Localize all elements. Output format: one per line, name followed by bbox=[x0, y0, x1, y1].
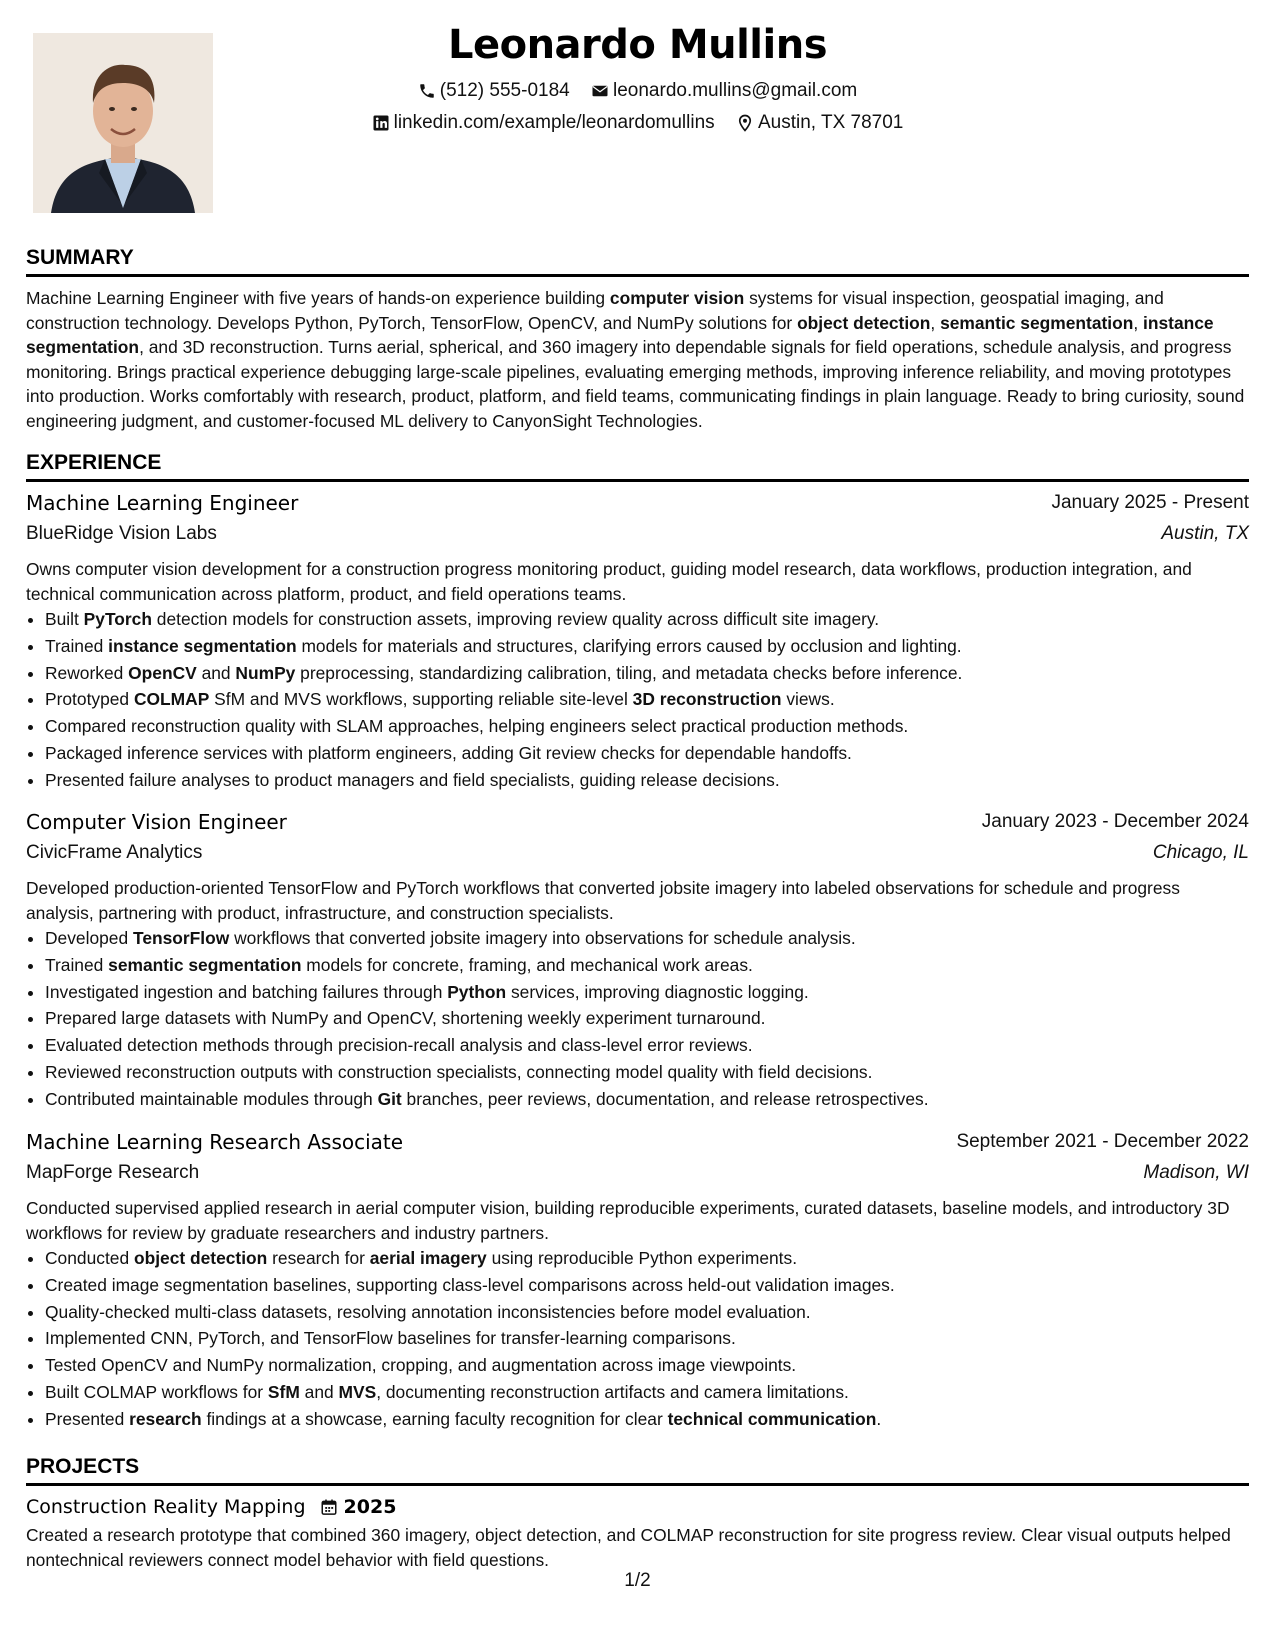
bold-keyword: OpenCV bbox=[128, 662, 197, 683]
linkedin-icon bbox=[372, 114, 390, 132]
bullet-item: • Reworked OpenCV and NumPy preprocessing, standardizing calibration, tiling, and metadata checks before inference. bbox=[45, 660, 1249, 687]
bold-keyword: technical communication bbox=[667, 1408, 877, 1429]
candidate-name: Leonardo Mullins bbox=[447, 22, 828, 68]
bullet-item: • Evaluated detection methods through precision-recall analysis and class-level error reviews. bbox=[45, 1032, 1249, 1059]
bold-keyword: semantic segmentation bbox=[108, 954, 302, 975]
job-bullets bbox=[26, 606, 1249, 794]
job-description: Conducted supervised applied research in aerial computer vision, building reproducible experiments, curated datasets, baseline models, and introductory 3D workflows for review by graduate researchers and industry partners. bbox=[26, 1198, 1230, 1243]
summary-heading: SUMMARY bbox=[26, 246, 1249, 277]
contact-line-1 bbox=[0, 80, 1275, 106]
bold-keyword: instance segmentation bbox=[26, 312, 1214, 358]
job-dates: January 2023 - December 2024 bbox=[981, 811, 1249, 832]
bullet-item: • Prepared large datasets with NumPy and OpenCV, shortening weekly experiment turnaround. bbox=[45, 1005, 1249, 1032]
job-bullets bbox=[26, 925, 1249, 1113]
location-contact bbox=[736, 112, 903, 134]
email-contact[interactable] bbox=[591, 80, 857, 102]
job-company: MapForge Research bbox=[26, 1162, 200, 1183]
bold-keyword: Git bbox=[377, 1088, 402, 1109]
bullet-item: • Tested OpenCV and NumPy normalization, cropping, and augmentation across image viewpoints. bbox=[45, 1352, 1249, 1379]
bold-keyword: aerial imagery bbox=[369, 1248, 487, 1268]
bullet-item: • Packaged inference services with platform engineers, adding Git review checks for dependable handoffs. bbox=[45, 740, 1249, 767]
envelope-icon bbox=[591, 82, 609, 100]
project-title-row bbox=[26, 1496, 396, 1518]
phone-contact[interactable] bbox=[418, 80, 570, 102]
bold-keyword: object detection bbox=[797, 312, 931, 333]
job-location: Madison, WI bbox=[1143, 1162, 1249, 1183]
bold-keyword: 3D reconstruction bbox=[632, 689, 782, 710]
bullet-item: • Presented research findings at a showcase, earning faculty recognition for clear technical communication. bbox=[45, 1406, 1249, 1433]
calendar-icon bbox=[320, 1498, 338, 1516]
experience-heading: EXPERIENCE bbox=[26, 451, 1249, 482]
phone-icon bbox=[418, 82, 436, 100]
linkedin-text: linkedin.com/example/leonardomullins bbox=[393, 112, 715, 133]
job-description: Owns computer vision development for a construction progress monitoring product, guiding model research, data workflows, production integration, and technical communication across platform, product, and field operations teams. bbox=[26, 559, 1192, 604]
bullet-item: • Quality-checked multi-class datasets, resolving annotation inconsistencies before model evaluation. bbox=[45, 1299, 1249, 1326]
bold-keyword: NumPy bbox=[235, 662, 296, 683]
bullet-item: • Built PyTorch detection models for construction assets, improving review quality across difficult site imagery. bbox=[45, 606, 1249, 633]
bold-keyword: Python bbox=[447, 981, 507, 1002]
map-pin-icon bbox=[736, 114, 754, 132]
bold-keyword: TensorFlow bbox=[132, 928, 230, 948]
job-company: CivicFrame Analytics bbox=[26, 842, 203, 863]
bold-keyword: COLMAP bbox=[133, 689, 210, 710]
bullet-item: • Reviewed reconstruction outputs with construction specialists, connecting model quality with field decisions. bbox=[45, 1059, 1249, 1086]
bold-keyword: PyTorch bbox=[83, 609, 152, 629]
bold-keyword: instance segmentation bbox=[108, 635, 297, 656]
job-location: Chicago, IL bbox=[1152, 842, 1249, 863]
job-title: Computer Vision Engineer bbox=[26, 810, 287, 834]
contact-line-2 bbox=[0, 112, 1275, 138]
bullet-item: • Compared reconstruction quality with SLAM approaches, helping engineers select practical production methods. bbox=[45, 713, 1249, 740]
linkedin-contact[interactable] bbox=[372, 112, 715, 134]
bold-keyword: SfM bbox=[267, 1381, 300, 1402]
bullet-item: • Contributed maintainable modules through Git branches, peer reviews, documentation, and release retrospectives. bbox=[45, 1086, 1249, 1113]
bullet-item: • Trained semantic segmentation models for concrete, framing, and mechanical work areas. bbox=[45, 952, 1249, 979]
page-number: 1/2 bbox=[624, 1570, 651, 1591]
job-title: Machine Learning Research Associate bbox=[26, 1130, 404, 1154]
bullet-item: • Investigated ingestion and batching failures through Python services, improving diagnostic logging. bbox=[45, 979, 1249, 1006]
project-year: 2025 bbox=[343, 1496, 397, 1518]
phone-text: (512) 555-0184 bbox=[439, 80, 570, 101]
job-dates: January 2025 - Present bbox=[1051, 492, 1249, 513]
location-text: Austin, TX 78701 bbox=[757, 112, 904, 133]
bullet-item: • Developed TensorFlow workflows that converted jobsite imagery into observations for schedule analysis. bbox=[45, 925, 1249, 952]
bullet-item: • Implemented CNN, PyTorch, and TensorFlow baselines for transfer-learning comparisons. bbox=[45, 1325, 1249, 1352]
job-bullets bbox=[26, 1245, 1249, 1433]
bullet-item: • Created image segmentation baselines, supporting class-level comparisons across held-out validation images. bbox=[45, 1272, 1249, 1299]
email-text: leonardo.mullins@gmail.com bbox=[613, 80, 858, 101]
bold-keyword: research bbox=[129, 1408, 202, 1429]
job-company: BlueRidge Vision Labs bbox=[26, 523, 217, 544]
projects-heading: PROJECTS bbox=[26, 1455, 1249, 1486]
job-location: Austin, TX bbox=[1161, 523, 1249, 544]
project-title: Construction Reality Mapping bbox=[26, 1496, 306, 1518]
bullet-item: • Trained instance segmentation models for materials and structures, clarifying errors caused by occlusion and lighting. bbox=[45, 633, 1249, 660]
bullet-item: • Prototyped COLMAP SfM and MVS workflows, supporting reliable site-level 3D reconstruction views. bbox=[45, 686, 1249, 713]
bullet-item: • Conducted object detection research for aerial imagery using reproducible Python experiments. bbox=[45, 1245, 1249, 1272]
bold-keyword: computer vision bbox=[609, 288, 745, 308]
project-description: Created a research prototype that combined 360 imagery, object detection, and COLMAP reconstruction for site progress review. Clear visual outputs helped nontechnical reviewers connect model behavior with field questions. bbox=[26, 1525, 1231, 1570]
summary-text: Machine Learning Engineer with five years of hands-on experience building computer vision systems for visual inspection, geospatial imaging, and construction technology. Develops Python, PyTorch, TensorFlow, OpenCV, and NumPy solutions for object detection, semantic segmentation, instance segmentation, and 3D reconstruction. Turns aerial, spherical, and 360 imagery into dependable signals for field operations, schedule analysis, and progress monitoring. Brings practical experience debugging large-scale pipelines, evaluating emerging methods, improving inference reliability, and moving prototypes into production. Works comfortably with research, product, platform, and field teams, communicating findings in plain language. Ready to bring curiosity, sound engineering judgment, and customer-focused ML delivery to CanyonSight Technologies. bbox=[26, 288, 1245, 431]
bold-keyword: semantic segmentation bbox=[940, 312, 1134, 333]
job-title: Machine Learning Engineer bbox=[26, 491, 299, 515]
bold-keyword: object detection bbox=[133, 1248, 268, 1268]
job-dates: September 2021 - December 2022 bbox=[956, 1131, 1249, 1152]
bold-keyword: MVS bbox=[338, 1381, 377, 1402]
bullet-item: • Presented failure analyses to product managers and field specialists, guiding release decisions. bbox=[45, 767, 1249, 794]
job-description: Developed production-oriented TensorFlow and PyTorch workflows that converted jobsite imagery into labeled observations for schedule and progress analysis, partnering with product, infrastructure, and construction specialists. bbox=[26, 878, 1180, 923]
bullet-item: • Built COLMAP workflows for SfM and MVS, documenting reconstruction artifacts and camera limitations. bbox=[45, 1379, 1249, 1406]
